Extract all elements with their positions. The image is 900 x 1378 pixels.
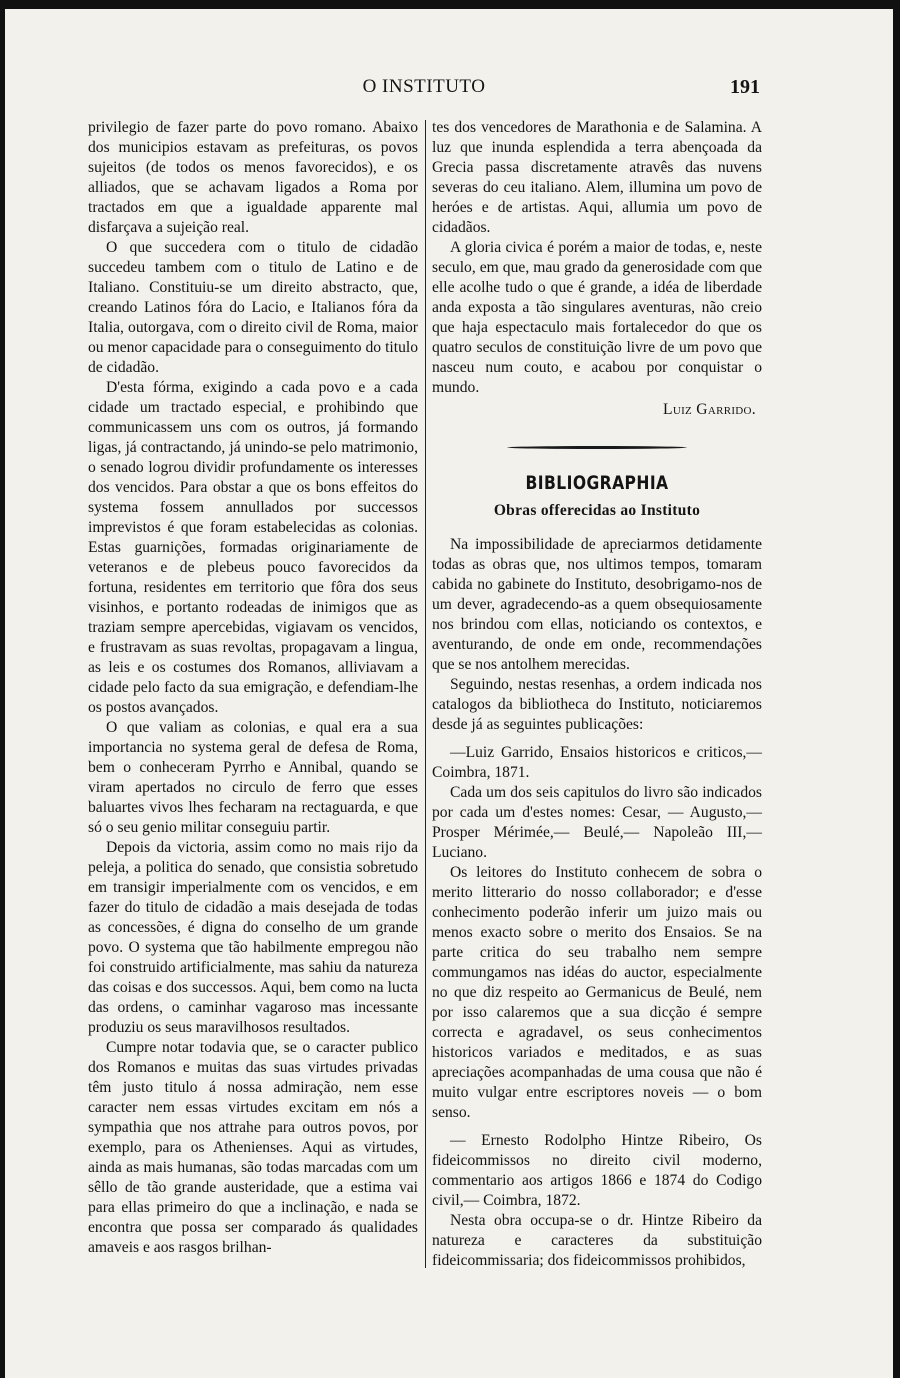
paragraph: O que succedera com o titulo de cidadão succedeu tambem com o titulo de Latino e de Italiano. Constituiu-se um direito abstracto, que, creando Latinos fóra do Lacio, e Italianos fóra da Italia, outorgava, com o direito civil de Roma, maior ou menor capacidade para o conseguimento do titulo de cidadão. xyxy=(88,239,418,376)
right-column xyxy=(432,118,762,1271)
paragraph: Cada um dos seis capitulos do livro são indicados por cada um d'estes nomes: Cesar, — Augusto,— Prosper Mérimée,— Beulé,— Napoleão III,— Luciano. xyxy=(432,784,762,861)
scan-border-top xyxy=(0,0,900,9)
left-column xyxy=(88,118,418,1258)
paragraph: Nesta obra occupa-se o dr. Hintze Ribeiro da natureza e caracteres da substituição fideicommissaria; dos fideicommissos prohibidos, xyxy=(432,1212,762,1269)
paragraph: Na impossibilidade de apreciarmos detidamente todas as obras que, nos ultimos tempos, tomaram cabida no gabinete do Instituto, desobrigamo-nos de um dever, agradecendo-as a quem obsequiosamente nos brindou com ellas, noticiando os contextos, e aventurando, de onde em onde, recommendações que se nos antolhem merecidas. xyxy=(432,536,762,673)
scan-border-right xyxy=(893,0,900,1378)
paragraph: O que valiam as colonias, e qual era a sua importancia no systema geral de defesa de Roma, bem o conheceram Pyrrho e Annibal, quando se viram apertados no circulo de ferro que esses baluartes vivos lhes fecharam na rectaguarda, e que só o seu genio militar conseguiu partir. xyxy=(88,719,418,836)
paragraph: Depois da victoria, assim como no mais rijo da peleja, a politica do senado, que consistia sobretudo em transigir imperialmente com os vencidos, e em fazer do titulo de cidadão a mais desejada de todas as concessões, é digna do conselho de um grande povo. O systema que tão habilmente empregou não foi construido artificialmente, mas sahiu da natureza das coisas e dos successos. Aqui, bem como na lucta das ordens, o caminhar vagaroso mas incessante produziu os seus maravilhosos resultados. xyxy=(88,839,418,1036)
paragraph: Cumpre notar todavia que, se o caracter publico dos Romanos e muitas das suas virtudes privadas têm justo titulo á nossa admiração, nem esse caracter nem essas virtudes excitam em nós a sympathia que nos attrahe para outros povos, por exemplo, para os Athenienses. Aqui as virtudes, ainda as mais humanas, são todas marcadas com um sêllo de tão grande austeridade, que a estima vai para ellas primeiro do que a inclinação, e nada se encontra que possa ser comparado ás qualidades amaveis e aos rasgos brilhan- xyxy=(88,1039,418,1256)
paragraph: Os leitores do Instituto conhecem de sobra o merito litterario do nosso collaborador; e d'esse conhecimento poderão inferir um juizo mais ou menos exacto sobre o merito dos Ensaios. Se na parte critica do seu trabalho nem sempre commungamos nas idéas do auctor, especialmente no que diz respeito ao Germanicus de Beulé, nem por isso calaremos que a sua dicção é sempre correcta e agradavel, os seus conhecimentos historicos variados e meditados, e as suas apreciações acompanhadas de uma cousa que não é muito vulgar entre escriptores noveis — o bom senso. xyxy=(432,864,762,1121)
page-number: 191 xyxy=(730,76,760,98)
section-title: BIBLIOGRAPHIA xyxy=(525,472,669,494)
paragraph: tes dos vencedores de Marathonia e de Salamina. A luz que inunda esplendida a terra abençoada da Grecia passa discretamente atravês das nuvens severas do ceu italiano. Alem, illumina um povo de heróes e de artistas. Aqui, allumia um povo de cidadãos. xyxy=(432,119,762,236)
paragraph: A gloria civica é porém a maior de todas, e, neste seculo, em que, mau grado da generosidade com que elle acolhe tudo o que é grande, a idéa de liberdade anda exposta a tão singulares aventuras, não creio que haja espectaculo mais fortalecedor do que os quatro seculos de constituição livre de um povo que nasceu num couto, e acabou por conquistar o mundo. xyxy=(432,239,762,396)
running-title: O INSTITUTO xyxy=(362,76,486,97)
column-divider xyxy=(425,120,426,1268)
bibliography-citation: — Ernesto Rodolpho Hintze Ribeiro, Os fideicommissos no direito civil moderno, commentario aos artigos 1866 e 1874 do Codigo civil,— Coimbra, 1872. xyxy=(432,1132,762,1209)
paragraph: Seguindo, nestas resenhas, a ordem indicada nos catalogos da bibliotheca do Instituto, noticiaremos desde já as seguintes publicações: xyxy=(432,676,762,733)
section-separator xyxy=(507,446,687,449)
page-header xyxy=(88,76,760,106)
paragraph: D'esta fórma, exigindo a cada povo e a cada cidade um tractado especial, e prohibindo que communicassem uns com os outros, já formando ligas, já contractando, já unindo-se pelo matrimonio, o senado logrou dividir profundamente os interesses dos vencidos. Para obstar a que os bons effeitos do systema fossem annullados por successos imprevistos é que foram estabelecidas as colonias. Estas guarnições, formadas originariamente de veteranos e de plebeus pouco favorecidos da fortuna, residentes em territorio que fôra dos seus visinhos, e portanto rodeadas de inimigos que as traziam sempre apercebidas, vigiavam os vencidos, e frustravam as suas revoltas, propagavam a lingua, as leis e os costumes dos Romanos, alliviavam a cidade pelo facto da sua emigração, e defendiam-lhe os postos avançados. xyxy=(88,379,418,716)
author-signature: Luiz Garrido. xyxy=(663,401,756,418)
bibliography-citation: —Luiz Garrido, Ensaios historicos e criticos,— Coimbra, 1871. xyxy=(432,744,762,781)
subsection-title: Obras offerecidas ao Instituto xyxy=(493,502,701,519)
paragraph: privilegio de fazer parte do povo romano. Abaixo dos municipios estavam as prefeituras, os povos sujeitos (de todos os menos favorecidos), e os alliados, que se achavam ligados a Roma por tractados em que a igualdade apparente mal disfarçava a sujeição real. xyxy=(88,119,418,236)
scan-border-left xyxy=(0,0,5,1378)
